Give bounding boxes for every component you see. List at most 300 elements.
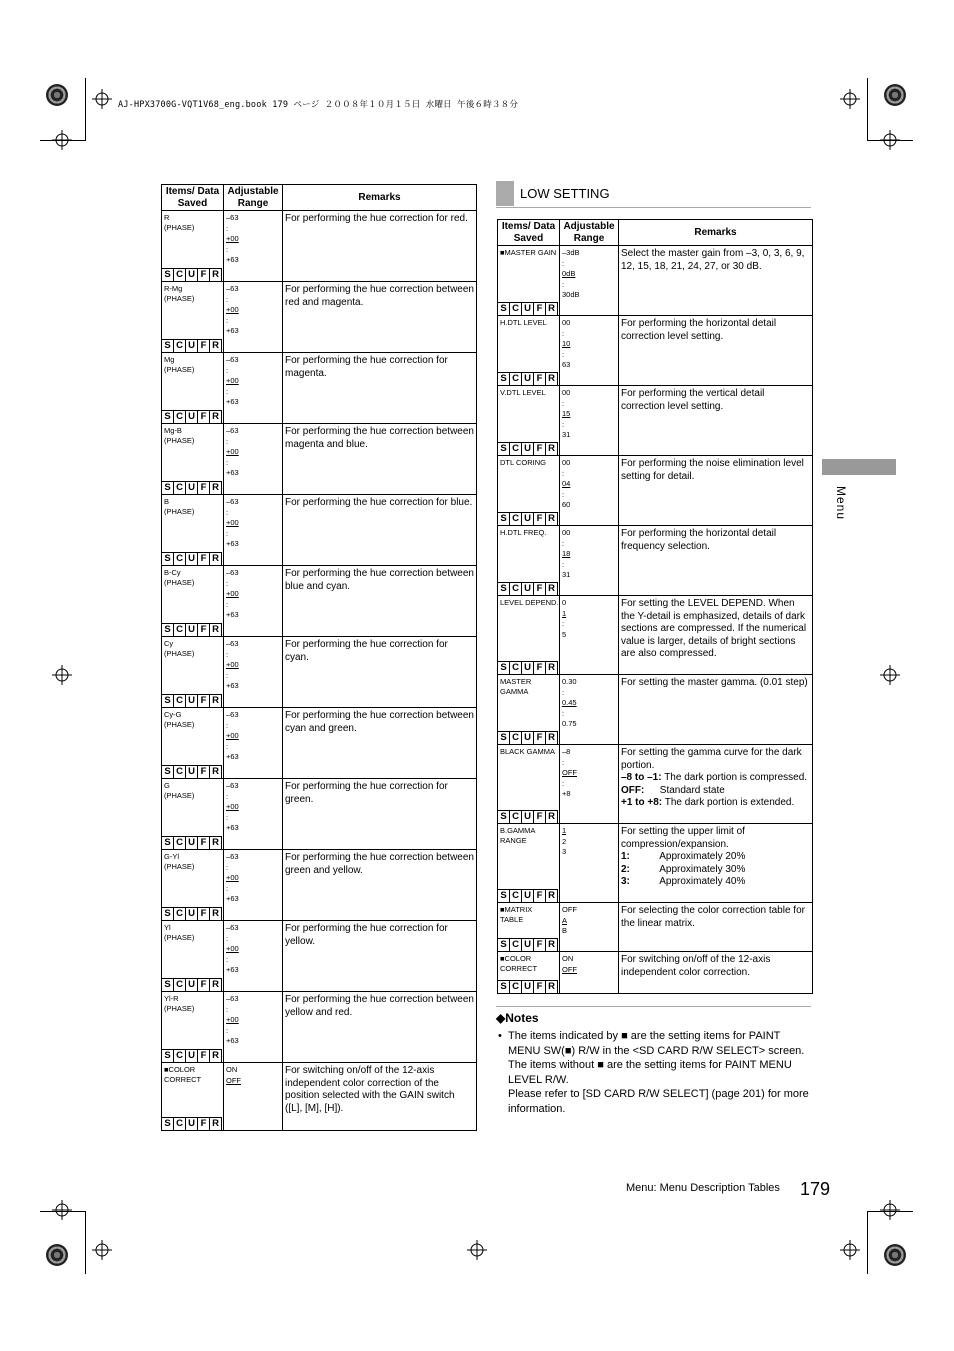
data-saved-flag: S	[162, 1050, 174, 1062]
data-saved-flag: S	[162, 411, 174, 423]
item-name: B-Cy	[164, 568, 181, 577]
data-saved-flags	[498, 512, 558, 525]
data-saved-flag: F	[198, 908, 210, 920]
data-saved-flags	[162, 481, 222, 494]
range-cell	[224, 211, 283, 282]
item-sub: (PHASE)	[164, 578, 195, 587]
remarks-cell	[619, 526, 813, 596]
range-value: 3	[562, 847, 567, 856]
table-row	[498, 745, 813, 824]
low-setting-table	[497, 219, 813, 994]
data-saved-flag: R	[546, 583, 558, 595]
data-saved-flag: S	[498, 513, 510, 525]
data-saved-flag: R	[210, 908, 222, 920]
data-saved-flag: R	[546, 443, 558, 455]
range-value: 31	[562, 430, 571, 439]
data-saved-flag: F	[534, 939, 546, 951]
range-value: :	[226, 457, 229, 467]
data-saved-flag: C	[510, 732, 522, 744]
range-value: :	[562, 258, 565, 268]
item-name: LEVEL DEPEND.	[500, 598, 559, 607]
item-cell	[498, 316, 560, 386]
color-bar-rosette	[884, 1244, 906, 1266]
data-saved-flag: R	[210, 411, 222, 423]
remark-text: For performing the hue correction between red and magenta.	[285, 284, 474, 308]
column-header-range: Adjustable Range	[224, 185, 283, 211]
data-saved-flag: R	[210, 340, 222, 352]
data-saved-flags	[498, 889, 558, 902]
item-name: ■MASTER GAIN	[500, 248, 557, 257]
remark-option-value: Approximately 40%	[659, 876, 746, 887]
range-value: +00	[226, 944, 239, 953]
remark-text: For performing the hue correction between blue and cyan.	[285, 568, 474, 592]
remark-option-key: OFF:	[621, 784, 645, 796]
data-saved-flag: R	[210, 1118, 222, 1130]
range-value: :	[226, 791, 229, 801]
item-sub: (PHASE)	[164, 507, 195, 516]
item-name: Yl	[164, 923, 171, 932]
data-saved-flag: R	[546, 373, 558, 385]
table-row	[498, 824, 813, 903]
range-value: +63	[226, 894, 239, 903]
table-row	[162, 424, 477, 495]
item-sub: TABLE	[500, 915, 524, 924]
item-sub: (PHASE)	[164, 294, 195, 303]
item-sub: (PHASE)	[164, 649, 195, 658]
range-cell	[224, 353, 283, 424]
data-saved-flag: F	[534, 811, 546, 823]
hue-correction-table	[161, 184, 477, 1131]
remark-option	[621, 772, 810, 785]
data-saved-flag: S	[162, 979, 174, 991]
column-header-items: Items/ Data Saved	[498, 220, 560, 246]
remark-text: For setting the LEVEL DEPEND. When the Y-detail is emphasized, details of dark sections are compressed. If the numerical value is larger, details of bright sections are also compressed.	[621, 598, 807, 659]
range-value: –63	[226, 213, 239, 222]
item-name: ■COLOR	[500, 954, 532, 963]
range-value: :	[226, 365, 229, 375]
data-saved-flags	[498, 582, 558, 595]
data-saved-flag: C	[510, 662, 522, 674]
range-cell	[560, 824, 619, 903]
data-saved-flag: C	[510, 939, 522, 951]
item-name: ■MATRIX	[500, 905, 533, 914]
range-value: 00	[562, 318, 571, 327]
range-cell	[224, 779, 283, 850]
notes-text: The items indicated by ■ are the setting items for PAINT MENU SW(■) R/W in the <SD CARD R/W SELECT> screen. The items without ■ are the setting items for PAINT MENU LEVEL R/W.	[508, 1030, 805, 1086]
remarks-cell	[283, 211, 477, 282]
range-value: :	[226, 741, 229, 751]
data-saved-flag: F	[198, 624, 210, 636]
diamond-icon: ◆	[496, 1011, 506, 1025]
data-saved-flag: R	[546, 939, 558, 951]
table-row	[162, 637, 477, 708]
data-saved-flag: F	[198, 269, 210, 281]
range-value: +00	[226, 802, 239, 811]
item-cell	[162, 566, 224, 637]
data-saved-flag: F	[198, 837, 210, 849]
range-value: :	[562, 757, 565, 767]
registration-mark-icon	[52, 130, 72, 150]
range-value: :	[226, 315, 229, 325]
data-saved-flag: C	[510, 811, 522, 823]
data-saved-flags	[162, 623, 222, 636]
range-value: +00	[226, 589, 239, 598]
range-value: 00	[562, 458, 571, 467]
range-value: :	[226, 507, 229, 517]
data-saved-flag: F	[534, 981, 546, 993]
range-cell	[224, 708, 283, 779]
data-saved-flag: U	[522, 513, 534, 525]
remark-text: For switching on/off of the 12-axis independent color correction of the position selected with the GAIN switch ([L], [M], [H]).	[285, 1065, 455, 1114]
range-value: +63	[226, 681, 239, 690]
item-sub: (PHASE)	[164, 223, 195, 232]
remarks-cell	[283, 637, 477, 708]
data-saved-flag: U	[522, 662, 534, 674]
range-value: –63	[226, 852, 239, 861]
data-saved-flag: F	[198, 695, 210, 707]
remark-text: For switching on/off of the 12-axis independent color correction.	[621, 954, 771, 978]
range-value: :	[562, 328, 565, 338]
range-value: :	[226, 386, 229, 396]
data-saved-flag: F	[534, 443, 546, 455]
item-cell	[498, 456, 560, 526]
data-saved-flag: U	[186, 979, 198, 991]
data-saved-flag: C	[174, 1050, 186, 1062]
item-sub: (PHASE)	[164, 791, 195, 800]
data-saved-flag: S	[162, 482, 174, 494]
data-saved-flag: R	[546, 513, 558, 525]
item-name: DTL CORING	[500, 458, 546, 467]
table-row	[162, 1063, 477, 1131]
data-saved-flag: S	[162, 695, 174, 707]
item-name: Mg-B	[164, 426, 182, 435]
data-saved-flags	[162, 268, 222, 281]
item-name: R	[164, 213, 170, 222]
remark-option	[621, 864, 810, 877]
remark-text: For performing the noise elimination level setting for detail.	[621, 458, 804, 482]
item-cell	[498, 596, 560, 675]
data-saved-flag: R	[210, 553, 222, 565]
data-saved-flags	[498, 661, 558, 674]
range-value: –63	[226, 781, 239, 790]
data-saved-flag: S	[162, 766, 174, 778]
data-saved-flags	[162, 1117, 222, 1130]
table-row	[162, 708, 477, 779]
registration-mark-icon	[840, 1240, 860, 1260]
remarks-cell	[283, 992, 477, 1063]
range-cell	[560, 246, 619, 316]
data-saved-flag: F	[198, 979, 210, 991]
range-value: –63	[226, 497, 239, 506]
remarks-cell	[619, 386, 813, 456]
remarks-cell	[283, 779, 477, 850]
data-saved-flags	[162, 339, 222, 352]
range-value: +63	[226, 965, 239, 974]
range-value: :	[562, 619, 565, 628]
range-value: :	[562, 419, 565, 429]
data-saved-flag: R	[210, 482, 222, 494]
item-cell	[162, 708, 224, 779]
remark-text: For performing the horizontal detail frequency selection.	[621, 528, 777, 552]
data-saved-flag: U	[522, 373, 534, 385]
range-cell	[560, 456, 619, 526]
data-saved-flag: F	[534, 732, 546, 744]
item-sub: (PHASE)	[164, 933, 195, 942]
data-saved-flag: U	[186, 269, 198, 281]
range-value: :	[226, 649, 229, 659]
item-sub: (PHASE)	[164, 862, 195, 871]
data-saved-flag: C	[510, 890, 522, 902]
data-saved-flag: R	[546, 303, 558, 315]
item-cell	[162, 779, 224, 850]
range-value: +63	[226, 823, 239, 832]
range-cell	[224, 282, 283, 353]
range-value: :	[226, 528, 229, 538]
range-value: 15	[562, 409, 571, 418]
data-saved-flag: R	[210, 1050, 222, 1062]
data-saved-flag: U	[186, 1118, 198, 1130]
range-cell	[224, 921, 283, 992]
item-sub: GAMMA	[500, 687, 529, 696]
notes-title: ◆Notes	[496, 1011, 539, 1025]
remarks-cell	[619, 456, 813, 526]
range-value: :	[226, 670, 229, 680]
remarks-cell	[283, 1063, 477, 1131]
bullet-icon: •	[498, 1030, 502, 1042]
data-saved-flag: F	[198, 553, 210, 565]
item-cell	[498, 526, 560, 596]
remarks-cell	[619, 246, 813, 316]
range-value: +00	[226, 873, 239, 882]
range-value: –63	[226, 568, 239, 577]
range-cell	[560, 386, 619, 456]
remark-text: For selecting the color correction table for the linear matrix.	[621, 905, 805, 929]
range-value: ON	[562, 954, 574, 963]
range-value: +63	[226, 752, 239, 761]
data-saved-flags	[498, 302, 558, 315]
range-value: 0	[562, 598, 567, 607]
item-name: V.DTL LEVEL	[500, 388, 546, 397]
item-cell	[498, 745, 560, 824]
range-cell	[224, 1063, 283, 1131]
remark-option-value: Standard state	[659, 784, 725, 796]
data-saved-flags	[162, 836, 222, 849]
registration-mark-icon	[92, 89, 112, 109]
page-number: 179	[800, 1179, 831, 1199]
remarks-cell	[619, 675, 813, 745]
table-row	[498, 246, 813, 316]
table-row	[162, 779, 477, 850]
range-value: OFF	[562, 905, 577, 914]
remark-text: For performing the vertical detail correction level setting.	[621, 388, 765, 412]
data-saved-flag: S	[498, 443, 510, 455]
range-value: –63	[226, 923, 239, 932]
range-value: :	[226, 599, 229, 609]
data-saved-flags	[162, 907, 222, 920]
data-saved-flag: U	[186, 837, 198, 849]
item-cell	[162, 424, 224, 495]
item-sub: CORRECT	[500, 964, 538, 973]
table-row	[162, 992, 477, 1063]
data-saved-flag: R	[210, 979, 222, 991]
item-name: Mg	[164, 355, 175, 364]
remark-text: For setting the gamma curve for the dark portion.	[621, 747, 802, 771]
data-saved-flag: F	[198, 1118, 210, 1130]
data-saved-flag: U	[186, 1050, 198, 1062]
registration-mark-icon	[52, 1200, 72, 1220]
data-saved-flags	[162, 694, 222, 707]
table-row	[498, 596, 813, 675]
item-name: MASTER	[500, 677, 532, 686]
registration-mark-icon	[880, 1200, 900, 1220]
data-saved-flag: U	[522, 811, 534, 823]
range-value: :	[562, 349, 565, 359]
data-saved-flag: R	[210, 624, 222, 636]
range-value: :	[562, 538, 565, 548]
data-saved-flags	[498, 980, 558, 993]
table-row	[162, 211, 477, 282]
data-saved-flag: S	[498, 583, 510, 595]
remark-text: Select the master gain from –3, 0, 3, 6, 9, 12, 15, 18, 21, 24, 27, or 30 dB.	[621, 248, 805, 272]
data-saved-flag: S	[498, 373, 510, 385]
data-saved-flag: U	[186, 695, 198, 707]
item-cell	[498, 246, 560, 316]
remarks-cell	[619, 952, 813, 994]
data-saved-flag: C	[510, 981, 522, 993]
table-row	[498, 316, 813, 386]
remark-option-key: +1 to +8:	[621, 797, 663, 808]
range-value: 60	[562, 500, 571, 509]
item-cell	[498, 386, 560, 456]
data-saved-flag: R	[546, 732, 558, 744]
notes-body	[496, 1029, 811, 1116]
data-saved-flag: C	[174, 908, 186, 920]
data-saved-flag: C	[174, 269, 186, 281]
remarks-cell	[283, 495, 477, 566]
range-value: +00	[226, 518, 239, 527]
range-value: :	[562, 279, 565, 289]
data-saved-flags	[162, 410, 222, 423]
data-saved-flag: U	[186, 340, 198, 352]
range-value: +00	[226, 731, 239, 740]
remark-text: For performing the hue correction for blue.	[285, 497, 473, 508]
data-saved-flags	[162, 765, 222, 778]
data-saved-flag: S	[162, 553, 174, 565]
section-heading	[496, 181, 811, 208]
item-name: B.GAMMA	[500, 826, 536, 835]
range-value: :	[226, 223, 229, 233]
data-saved-flag: C	[174, 411, 186, 423]
item-cell	[162, 850, 224, 921]
remark-option-value: The dark portion is extended.	[664, 797, 795, 808]
data-saved-flag: C	[174, 837, 186, 849]
data-saved-flag: C	[174, 624, 186, 636]
range-value: :	[562, 559, 565, 569]
data-saved-flags	[498, 442, 558, 455]
data-saved-flag: C	[174, 695, 186, 707]
remark-option-value: Approximately 20%	[659, 851, 746, 862]
column-header-items: Items/ Data Saved	[162, 185, 224, 211]
data-saved-flags	[498, 372, 558, 385]
remarks-cell	[283, 353, 477, 424]
range-value: –63	[226, 639, 239, 648]
remarks-cell	[619, 316, 813, 386]
side-tab-label: Menu	[834, 486, 848, 521]
range-cell	[560, 596, 619, 675]
remarks-cell	[619, 745, 813, 824]
range-value: :	[226, 954, 229, 964]
range-value: +00	[226, 376, 239, 385]
side-tab	[822, 459, 896, 475]
range-value: +63	[226, 1036, 239, 1045]
range-value: B	[562, 926, 568, 935]
table-row	[162, 850, 477, 921]
item-cell	[498, 824, 560, 903]
data-saved-flag: F	[198, 411, 210, 423]
range-cell	[224, 637, 283, 708]
data-saved-flag: S	[498, 811, 510, 823]
item-name: BLACK GAMMA	[500, 747, 556, 756]
item-cell	[162, 495, 224, 566]
range-value: :	[562, 489, 565, 499]
data-saved-flag: S	[162, 837, 174, 849]
footer-title: Menu: Menu Description Tables	[626, 1182, 780, 1194]
item-cell	[498, 675, 560, 745]
range-value: 00	[562, 528, 571, 537]
remarks-cell	[283, 708, 477, 779]
data-saved-flag: F	[198, 340, 210, 352]
range-cell	[224, 495, 283, 566]
range-value: :	[226, 244, 229, 254]
color-bar-rosette	[46, 1244, 68, 1266]
range-cell	[560, 526, 619, 596]
data-saved-flag: S	[498, 939, 510, 951]
range-cell	[560, 675, 619, 745]
range-value: :	[226, 436, 229, 446]
remarks-cell	[619, 824, 813, 903]
remarks-cell	[619, 903, 813, 952]
range-value: 10	[562, 339, 571, 348]
range-value: 2	[562, 836, 567, 846]
range-value: +00	[226, 234, 239, 243]
item-cell	[162, 921, 224, 992]
range-value: –63	[226, 710, 239, 719]
range-value: :	[226, 294, 229, 304]
data-saved-flags	[162, 978, 222, 991]
data-saved-flag: C	[174, 482, 186, 494]
range-cell	[560, 316, 619, 386]
table-row	[498, 456, 813, 526]
range-value: 63	[562, 360, 571, 369]
range-value: :	[226, 578, 229, 588]
remarks-cell	[619, 596, 813, 675]
data-saved-flag: F	[534, 583, 546, 595]
table-row	[498, 952, 813, 994]
item-sub: CORRECT	[164, 1075, 202, 1084]
item-sub: RANGE	[500, 836, 527, 845]
data-saved-flag: C	[510, 303, 522, 315]
registration-mark-icon	[880, 130, 900, 150]
data-saved-flag: U	[186, 908, 198, 920]
range-value: 0.75	[562, 719, 577, 728]
range-value: ON	[226, 1065, 238, 1074]
remark-text: For performing the hue correction for yellow.	[285, 923, 448, 947]
notes-text-2: Please refer to [SD CARD R/W SELECT] (page 201) for more information.	[508, 1088, 809, 1115]
table-row	[498, 386, 813, 456]
section-heading-bar	[496, 181, 514, 206]
range-value: +63	[226, 255, 239, 264]
range-value: :	[562, 687, 565, 697]
